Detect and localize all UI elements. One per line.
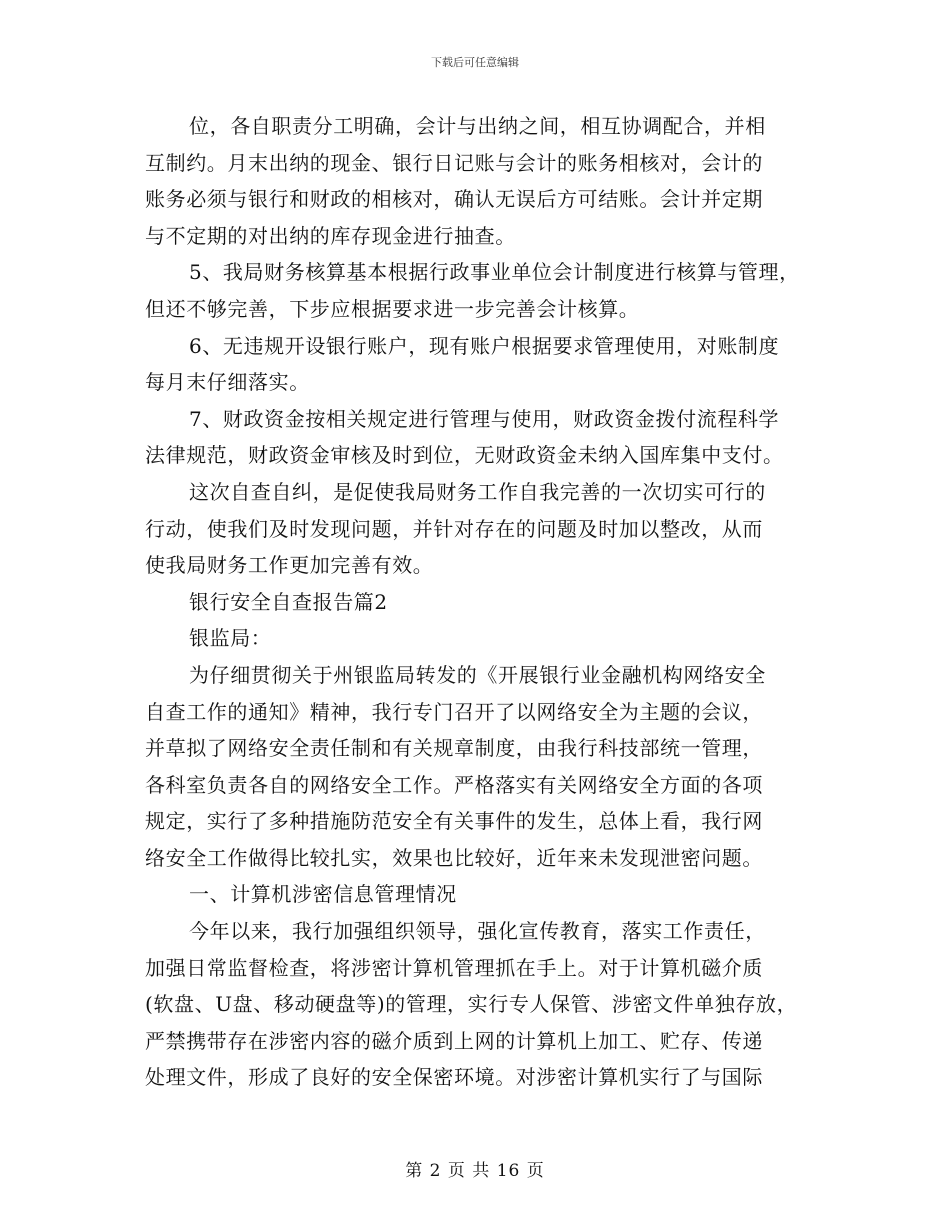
text-line: 行动，使我们及时发现问题，并针对存在的问题及时加以整改，从而 — [145, 516, 763, 541]
salutation: 银监局： — [189, 626, 272, 651]
text-line: 每月末仔细落实。 — [145, 370, 310, 395]
text-line: 这次自查自纠，是促使我局财务工作自我完善的一次切实可行的 — [189, 479, 766, 504]
text-line: 今年以来，我行加强组织领导，强化宣传教育，落实工作责任， — [189, 919, 766, 944]
text-line: 规定，实行了多种措施防范安全有关事件的发生，总体上看，我行网 — [145, 809, 763, 834]
text-line: 严禁携带存在涉密内容的磁介质到上网的计算机上加工、贮存、传递 — [145, 1028, 763, 1053]
text-line: 并草拟了网络安全责任制和有关规章制度，由我行科技部统一管理， — [145, 736, 763, 761]
page-number: 第 2 页 共 16 页 — [405, 1161, 545, 1181]
document-body — [145, 108, 835, 1096]
text-line: 使我局财务工作更加完善有效。 — [145, 553, 434, 578]
text-line: 账务必须与银行和财政的相核对，确认无误后方可结账。会计并定期 — [145, 187, 763, 212]
text-line: 但还不够完善，下步应根据要求进一步完善会计核算。 — [145, 296, 640, 321]
text-line: 5、我局财务核算基本根据行政事业单位会计制度进行核算与管理， — [189, 260, 800, 285]
text-line: 法律规范，财政资金审核及时到位，无财政资金未纳入国库集中支付。 — [145, 443, 784, 468]
text-line: 7、财政资金按相关规定进行管理与使用，财政资金拨付流程科学 — [189, 406, 780, 431]
text-line: 处理文件，形成了良好的安全保密环境。对涉密计算机实行了与国际 — [145, 1065, 763, 1090]
section-heading: 一、计算机涉密信息管理情况 — [189, 882, 457, 907]
section-heading: 银行安全自查报告篇2 — [189, 589, 388, 614]
text-line: 自查工作的通知》精神，我行专门召开了以网络安全为主题的会议， — [145, 699, 763, 724]
page-header: 下载后可任意编辑 — [431, 56, 519, 69]
text-line: 互制约。月末出纳的现金、银行日记账与会计的账务相核对，会计的 — [145, 150, 763, 175]
text-line: 位，各自职责分工明确，会计与出纳之间，相互协调配合，并相 — [189, 114, 766, 138]
text-line: 与不定期的对出纳的库存现金进行抽查。 — [145, 223, 516, 248]
text-line: 6、无违规开设银行账户，现有账户根据要求管理使用，对账制度 — [189, 333, 780, 358]
text-line: 加强日常监督检查，将涉密计算机管理抓在手上。对于计算机磁介质 — [145, 955, 763, 980]
text-line: 各科室负责各自的网络安全工作。严格落实有关网络安全方面的各项 — [145, 772, 763, 797]
text-line: 为仔细贯彻关于州银监局转发的《开展银行业金融机构网络安全 — [189, 662, 766, 687]
text-line: 络安全工作做得比较扎实，效果也比较好，近年来未发现泄密问题。 — [145, 845, 763, 870]
text-line: (软盘、U盘、移动硬盘等)的管理，实行专人保管、涉密文件单独存放， — [145, 992, 798, 1017]
